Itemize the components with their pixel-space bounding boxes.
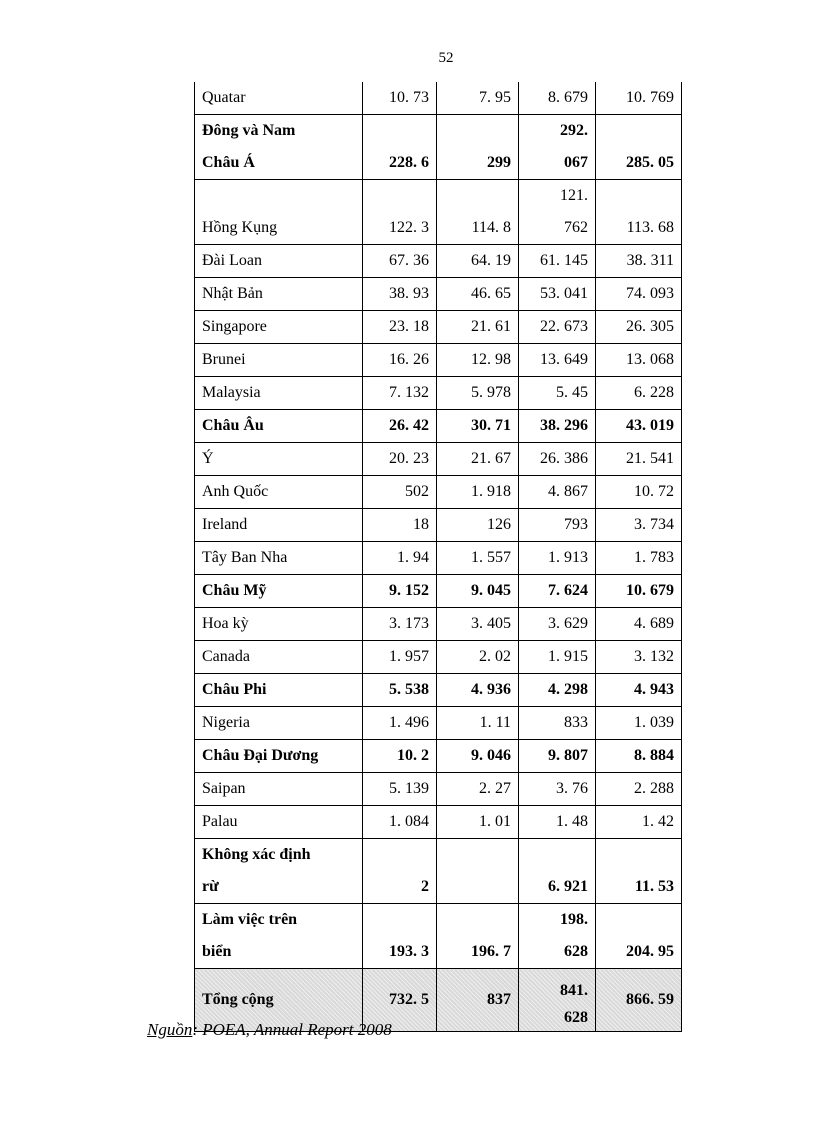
value-cell — [363, 278, 437, 311]
value-line: 1. 11 — [479, 714, 511, 731]
value-cell — [437, 740, 519, 773]
table-row — [195, 575, 682, 608]
value-cell — [437, 443, 519, 476]
value-cell — [437, 575, 519, 608]
row-label-line: Hồng Kụng — [202, 219, 278, 236]
row-label-line: Anh Quốc — [202, 483, 269, 500]
value-cell — [363, 773, 437, 806]
row-label — [195, 115, 363, 180]
row-label-line: Nhật Bản — [202, 285, 263, 302]
value-cell — [437, 115, 519, 180]
row-label — [195, 904, 363, 969]
value-cell — [437, 839, 519, 904]
value-line: 198. — [560, 911, 588, 928]
table-row — [195, 410, 682, 443]
value-cell — [363, 443, 437, 476]
table-row — [195, 904, 682, 969]
value-line: 2. 288 — [634, 780, 674, 797]
value-line: 21. 541 — [626, 450, 674, 467]
value-cell — [437, 82, 519, 115]
value-cell — [363, 377, 437, 410]
row-label — [195, 180, 363, 245]
value-cell — [519, 278, 596, 311]
row-label-line: biển — [202, 943, 232, 960]
value-line: 762 — [564, 219, 588, 236]
row-label — [195, 82, 363, 115]
value-cell — [519, 904, 596, 969]
value-line: 53. 041 — [540, 285, 588, 302]
value-cell — [519, 674, 596, 707]
value-cell — [437, 608, 519, 641]
value-line: 2 — [421, 878, 429, 895]
table-row — [195, 377, 682, 410]
value-line: 46. 65 — [471, 285, 511, 302]
value-line: 18 — [413, 516, 429, 533]
value-line: 9. 807 — [548, 747, 588, 764]
value-cell — [596, 245, 682, 278]
row-label-line: Malaysia — [202, 384, 261, 401]
value-cell — [596, 904, 682, 969]
value-line: 1. 557 — [471, 549, 511, 566]
row-label — [195, 674, 363, 707]
value-line: 2. 27 — [479, 780, 511, 797]
value-cell — [363, 509, 437, 542]
value-cell — [596, 278, 682, 311]
value-line: 9. 152 — [389, 582, 429, 599]
value-line: 1. 084 — [389, 813, 429, 830]
table-row — [195, 641, 682, 674]
value-line: 837 — [487, 991, 511, 1008]
value-line: 6. 228 — [634, 384, 674, 401]
value-cell — [596, 674, 682, 707]
value-cell — [363, 410, 437, 443]
value-cell — [519, 707, 596, 740]
value-line: 9. 045 — [471, 582, 511, 599]
table-row — [195, 608, 682, 641]
row-label-line: Ireland — [202, 516, 248, 533]
table-row — [195, 839, 682, 904]
value-cell — [596, 608, 682, 641]
value-line: 10. 73 — [389, 89, 429, 106]
value-line: 5. 139 — [389, 780, 429, 797]
value-cell — [437, 707, 519, 740]
table-row — [195, 82, 682, 115]
row-label-line: Không xác định — [202, 846, 311, 863]
value-line: 2. 02 — [479, 648, 511, 665]
table-row — [195, 278, 682, 311]
value-line: 22. 673 — [540, 318, 588, 335]
value-cell — [363, 904, 437, 969]
row-label — [195, 509, 363, 542]
value-cell — [596, 707, 682, 740]
value-line: 20. 23 — [389, 450, 429, 467]
value-line: 841. — [560, 982, 588, 999]
value-cell — [519, 344, 596, 377]
value-line: 6. 921 — [548, 878, 588, 895]
value-cell — [519, 575, 596, 608]
value-cell — [519, 115, 596, 180]
value-cell — [363, 115, 437, 180]
value-line: 7. 95 — [479, 89, 511, 106]
value-cell — [363, 806, 437, 839]
value-line: 204. 95 — [626, 943, 674, 960]
value-line: 193. 3 — [389, 943, 429, 960]
row-label-line: Châu Đại Dương — [202, 747, 319, 764]
value-line: 12. 98 — [471, 351, 511, 368]
value-line: 4. 867 — [548, 483, 588, 500]
table-row — [195, 509, 682, 542]
value-cell — [519, 542, 596, 575]
row-label-line: rừ — [202, 878, 219, 895]
value-line: 833 — [564, 714, 588, 731]
value-line: 628 — [564, 943, 588, 960]
value-line: 9. 046 — [471, 747, 511, 764]
row-label — [195, 278, 363, 311]
value-line: 30. 71 — [471, 417, 511, 434]
value-cell — [437, 344, 519, 377]
table-row — [195, 674, 682, 707]
value-cell — [596, 542, 682, 575]
table-row — [195, 311, 682, 344]
value-line: 7. 624 — [548, 582, 588, 599]
value-line: 121. — [560, 187, 588, 204]
value-cell — [596, 740, 682, 773]
value-line: 1. 94 — [397, 549, 429, 566]
value-line: 26. 42 — [389, 417, 429, 434]
value-line: 1. 783 — [634, 549, 674, 566]
value-line: 21. 67 — [471, 450, 511, 467]
table-row — [195, 245, 682, 278]
value-line: 3. 629 — [548, 615, 588, 632]
value-cell — [363, 542, 437, 575]
value-cell — [596, 509, 682, 542]
value-line: 1. 957 — [389, 648, 429, 665]
row-label-line: Brunei — [202, 351, 246, 368]
value-cell — [519, 839, 596, 904]
value-line: 13. 068 — [626, 351, 674, 368]
value-cell — [596, 773, 682, 806]
value-cell — [437, 410, 519, 443]
value-line: 3. 76 — [556, 780, 588, 797]
value-cell — [437, 904, 519, 969]
value-cell — [437, 245, 519, 278]
value-line: 502 — [405, 483, 429, 500]
value-cell — [437, 674, 519, 707]
row-label-line: Châu Phi — [202, 681, 267, 698]
value-line: 122. 3 — [389, 219, 429, 236]
value-line: 228. 6 — [389, 154, 429, 171]
value-cell — [519, 773, 596, 806]
table-row — [195, 115, 682, 180]
value-line: 4. 943 — [634, 681, 674, 698]
value-cell — [519, 410, 596, 443]
value-line: 4. 936 — [471, 681, 511, 698]
value-line: 13. 649 — [540, 351, 588, 368]
value-line: 43. 019 — [626, 417, 674, 434]
value-line: 16. 26 — [389, 351, 429, 368]
value-cell — [519, 377, 596, 410]
row-label-line: Làm việc trên — [202, 911, 298, 928]
value-cell — [437, 377, 519, 410]
value-cell — [363, 82, 437, 115]
value-cell — [519, 806, 596, 839]
value-line: 64. 19 — [471, 252, 511, 269]
row-label — [195, 377, 363, 410]
table-row — [195, 443, 682, 476]
value-cell — [437, 509, 519, 542]
value-line: 38. 311 — [626, 252, 674, 269]
source-text: : POEA, Annual Report 2008 — [192, 1020, 392, 1039]
value-cell — [437, 806, 519, 839]
value-cell — [437, 542, 519, 575]
row-label-line: Đông và Nam — [202, 122, 296, 139]
value-line: 5. 45 — [556, 384, 588, 401]
row-label-line: Hoa kỳ — [202, 615, 249, 632]
value-line: 5. 538 — [389, 681, 429, 698]
value-line: 067 — [564, 154, 588, 171]
row-label — [195, 575, 363, 608]
table-row — [195, 344, 682, 377]
value-cell — [596, 82, 682, 115]
row-label — [195, 707, 363, 740]
value-line: 299 — [487, 154, 511, 171]
value-cell — [363, 344, 437, 377]
value-cell — [519, 969, 596, 1032]
value-cell — [363, 245, 437, 278]
value-cell — [596, 180, 682, 245]
source-note — [147, 1020, 392, 1040]
value-cell — [363, 180, 437, 245]
value-cell — [596, 443, 682, 476]
value-cell — [437, 773, 519, 806]
value-line: 21. 61 — [471, 318, 511, 335]
value-cell — [596, 476, 682, 509]
value-cell — [363, 311, 437, 344]
table-row — [195, 806, 682, 839]
value-cell — [363, 839, 437, 904]
row-label-line: Châu Á — [202, 154, 255, 171]
value-line: 26. 386 — [540, 450, 588, 467]
value-line: 732. 5 — [389, 991, 429, 1008]
value-line: 1. 42 — [642, 813, 674, 830]
row-label-line: Quatar — [202, 89, 246, 106]
value-line: 793 — [564, 516, 588, 533]
value-cell — [437, 969, 519, 1032]
table-row — [195, 707, 682, 740]
value-line: 74. 093 — [626, 285, 674, 302]
value-cell — [519, 245, 596, 278]
value-line: 67. 36 — [389, 252, 429, 269]
row-label — [195, 245, 363, 278]
row-label — [195, 806, 363, 839]
row-label — [195, 740, 363, 773]
value-cell — [363, 674, 437, 707]
row-label — [195, 542, 363, 575]
source-label: Nguồn — [147, 1020, 193, 1039]
row-label-line: Nigeria — [202, 714, 250, 731]
row-label-line: Tây Ban Nha — [202, 549, 288, 566]
table-row — [195, 740, 682, 773]
value-line: 3. 132 — [634, 648, 674, 665]
value-line: 3. 405 — [471, 615, 511, 632]
value-line: 23. 18 — [389, 318, 429, 335]
value-line: 3. 734 — [634, 516, 674, 533]
value-cell — [519, 476, 596, 509]
row-label-line: Châu Âu — [202, 417, 264, 434]
value-cell — [596, 839, 682, 904]
value-line: 866. 59 — [626, 991, 674, 1008]
value-cell — [519, 443, 596, 476]
row-label-line: Châu Mỹ — [202, 582, 267, 599]
value-line: 5. 978 — [471, 384, 511, 401]
value-cell — [519, 180, 596, 245]
value-cell — [519, 641, 596, 674]
value-line: 61. 145 — [540, 252, 588, 269]
value-cell — [363, 707, 437, 740]
value-line: 113. 68 — [626, 219, 674, 236]
table-row — [195, 180, 682, 245]
value-cell — [363, 740, 437, 773]
value-line: 1. 496 — [389, 714, 429, 731]
value-line: 11. 53 — [634, 878, 674, 895]
row-label — [195, 641, 363, 674]
value-cell — [596, 575, 682, 608]
row-label — [195, 608, 363, 641]
value-cell — [596, 806, 682, 839]
value-cell — [363, 575, 437, 608]
value-line: 1. 913 — [548, 549, 588, 566]
value-line: 10. 679 — [626, 582, 674, 599]
value-cell — [437, 278, 519, 311]
value-cell — [596, 641, 682, 674]
table-row — [195, 476, 682, 509]
value-cell — [363, 608, 437, 641]
value-line: 8. 679 — [548, 89, 588, 106]
row-label — [195, 410, 363, 443]
value-cell — [363, 641, 437, 674]
row-label-line: Palau — [202, 813, 238, 830]
value-line: 285. 05 — [626, 154, 674, 171]
row-label-line: Ý — [202, 450, 214, 467]
value-line: 1. 01 — [479, 813, 511, 830]
value-line: 38. 93 — [389, 285, 429, 302]
row-label — [195, 839, 363, 904]
deployment-table — [194, 82, 682, 1032]
row-label-line: Canada — [202, 648, 250, 665]
value-line: 26. 305 — [626, 318, 674, 335]
table-row — [195, 542, 682, 575]
row-label — [195, 311, 363, 344]
value-line: 3. 173 — [389, 615, 429, 632]
row-label-line: Singapore — [202, 318, 267, 335]
row-label-line: Đài Loan — [202, 252, 262, 269]
value-line: 114. 8 — [471, 219, 511, 236]
value-line: 4. 298 — [548, 681, 588, 698]
value-line: 8. 884 — [634, 747, 674, 764]
row-label-line: Saipan — [202, 780, 246, 797]
value-line: 628 — [564, 1009, 588, 1026]
value-cell — [596, 115, 682, 180]
value-cell — [519, 509, 596, 542]
value-line: 10. 2 — [397, 747, 429, 764]
value-line: 1. 915 — [548, 648, 588, 665]
value-line: 196. 7 — [471, 943, 511, 960]
row-label — [195, 443, 363, 476]
row-label-line: Tổng cộng — [202, 991, 274, 1008]
value-cell — [519, 608, 596, 641]
value-line: 1. 918 — [471, 483, 511, 500]
value-line: 126 — [487, 516, 511, 533]
value-cell — [596, 311, 682, 344]
table-row — [195, 773, 682, 806]
value-line: 4. 689 — [634, 615, 674, 632]
row-label — [195, 773, 363, 806]
table-body — [195, 82, 682, 1032]
value-cell — [437, 311, 519, 344]
value-cell — [437, 641, 519, 674]
value-cell — [363, 476, 437, 509]
value-cell — [437, 180, 519, 245]
value-cell — [519, 82, 596, 115]
value-cell — [596, 377, 682, 410]
value-line: 1. 48 — [556, 813, 588, 830]
value-cell — [596, 344, 682, 377]
page-number: 52 — [438, 50, 454, 66]
value-cell — [596, 969, 682, 1032]
row-label — [195, 476, 363, 509]
value-line: 1. 039 — [634, 714, 674, 731]
value-line: 10. 72 — [634, 483, 674, 500]
value-cell — [596, 410, 682, 443]
value-line: 38. 296 — [540, 417, 588, 434]
value-cell — [519, 740, 596, 773]
row-label — [195, 344, 363, 377]
value-line: 292. — [560, 122, 588, 139]
value-cell — [519, 311, 596, 344]
value-cell — [437, 476, 519, 509]
value-line: 10. 769 — [626, 89, 674, 106]
value-line: 7. 132 — [389, 384, 429, 401]
